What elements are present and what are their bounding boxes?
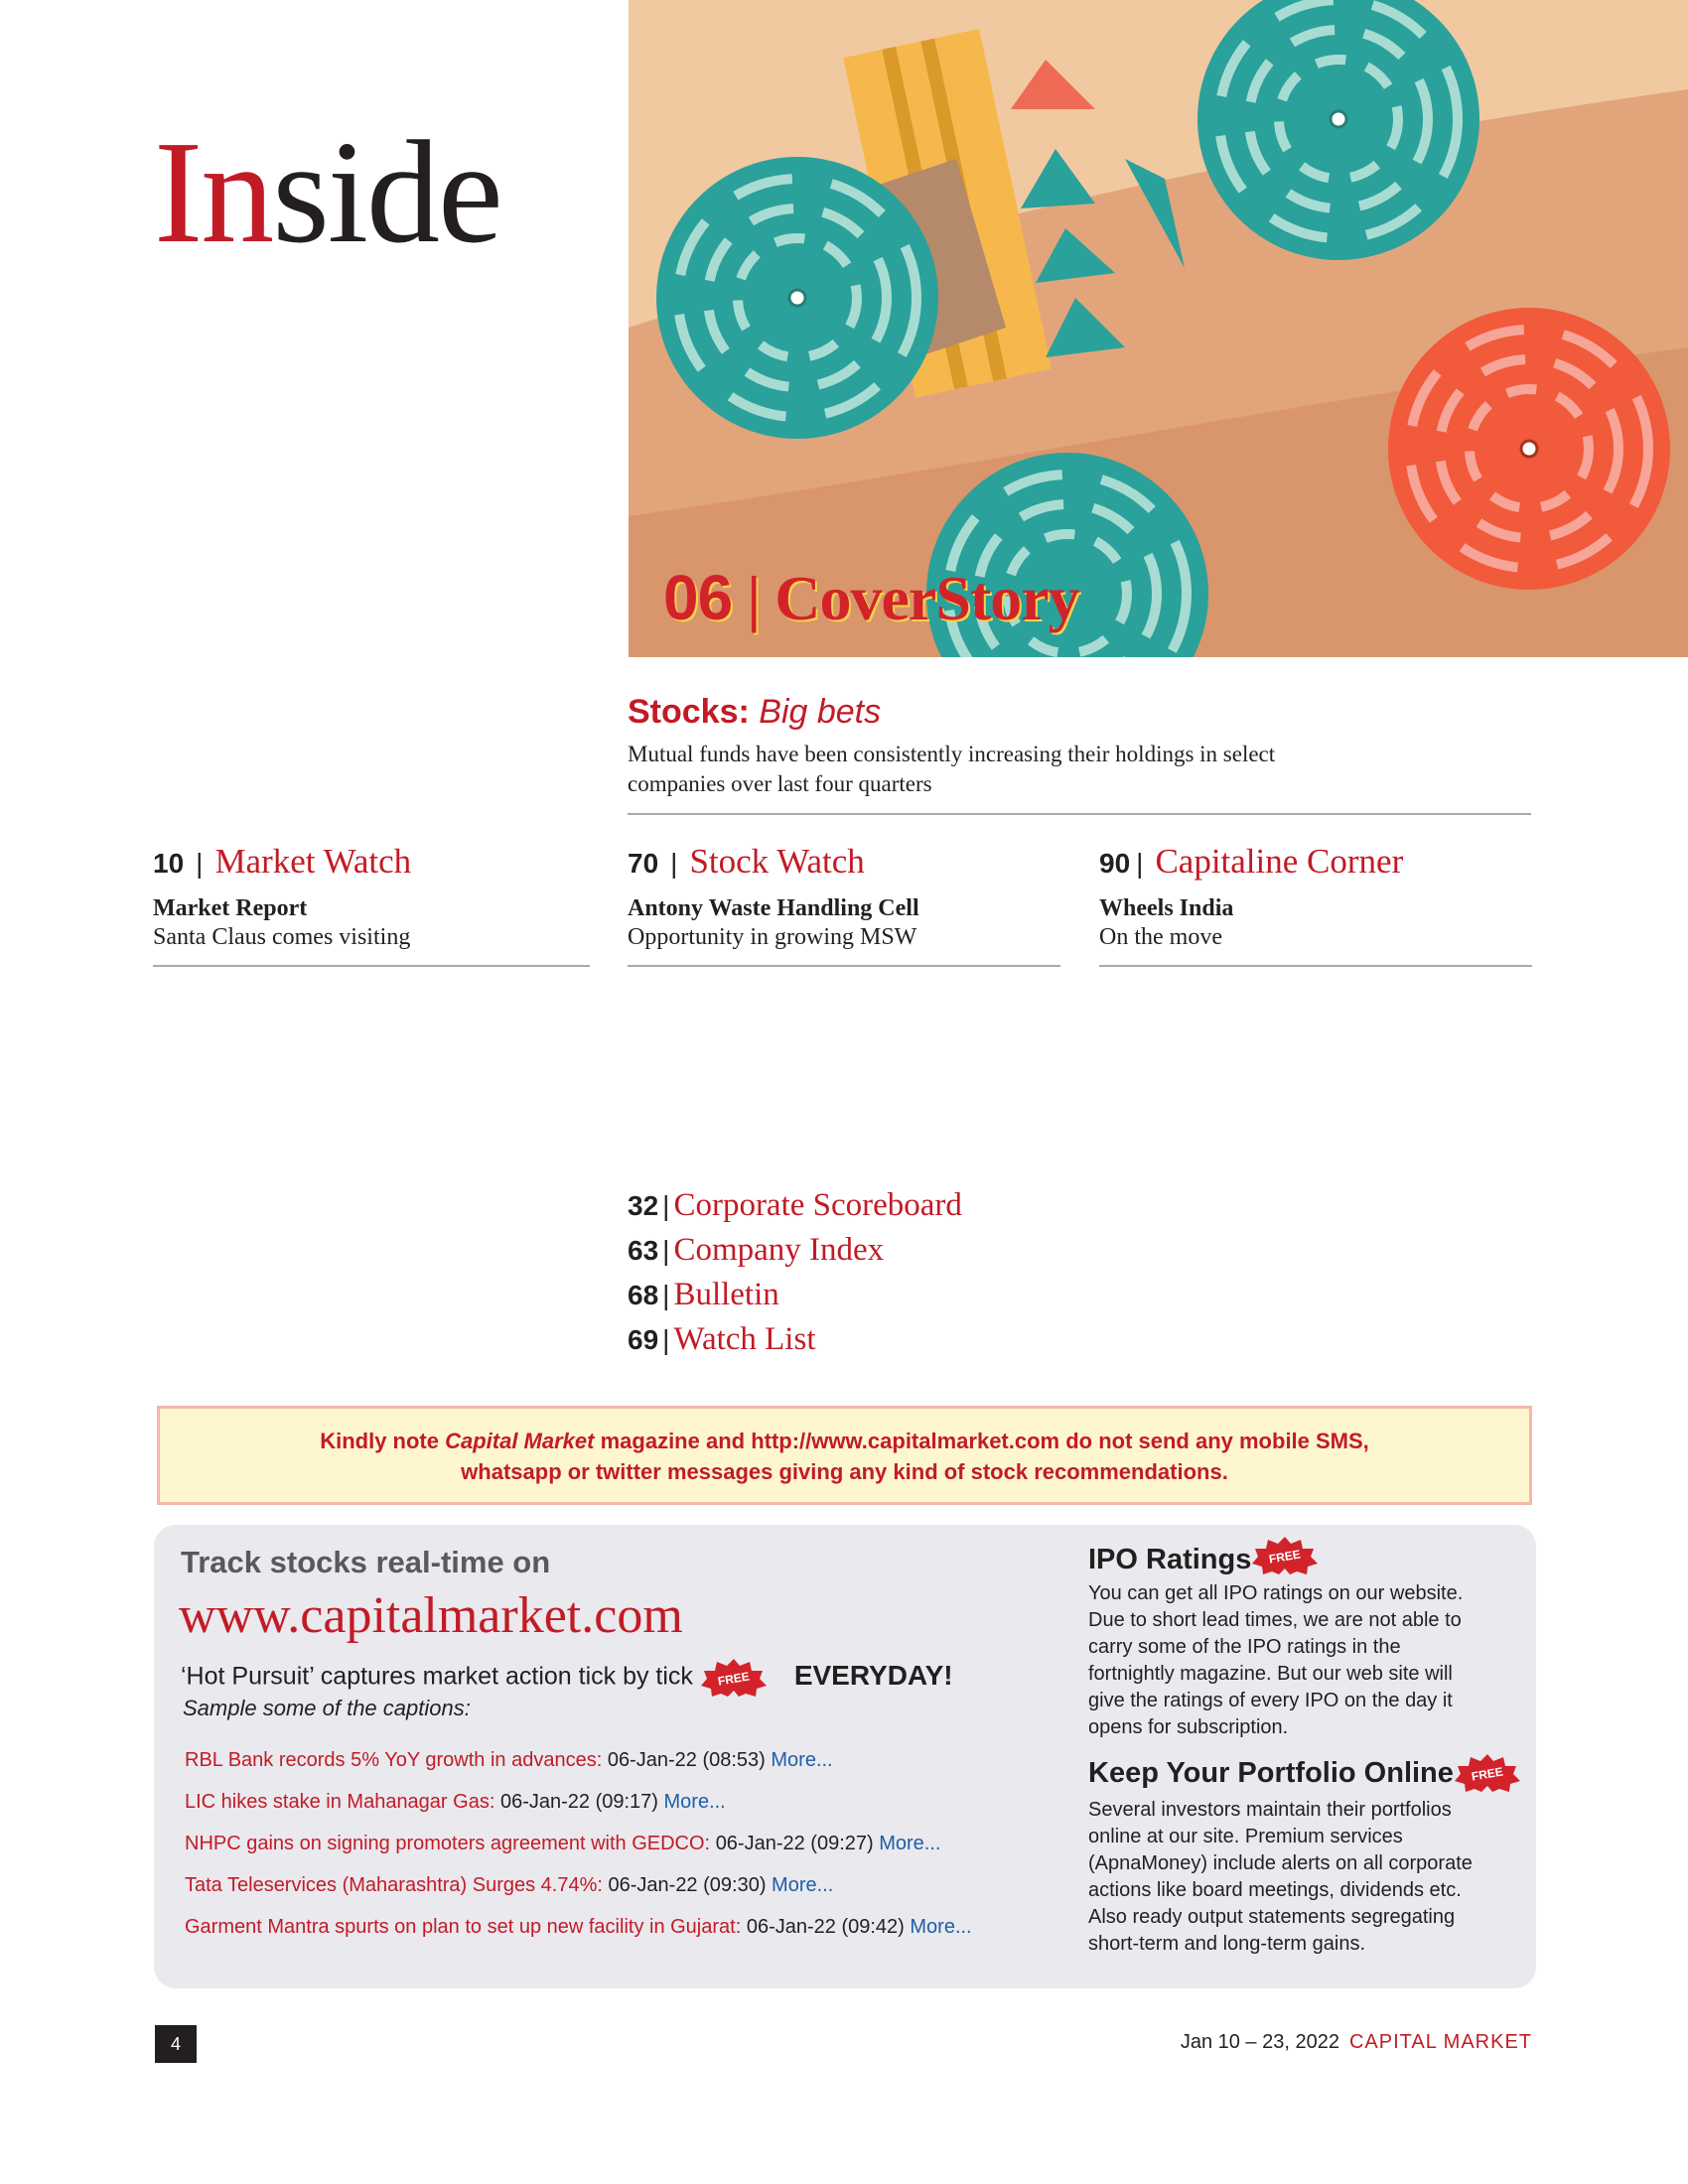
- lead-kicker: Stocks:: [628, 693, 750, 731]
- separator: |: [662, 1280, 670, 1310]
- news-headline: Tata Teleservices (Maharashtra) Surges 4.74%:: [185, 1874, 603, 1896]
- section-heading: [153, 842, 590, 882]
- more-link[interactable]: More...: [910, 1916, 972, 1938]
- divider: [1099, 965, 1532, 967]
- more-link[interactable]: More...: [879, 1833, 941, 1854]
- cover-story-title: CoverStory: [774, 563, 1079, 633]
- free-badge-label: FREE: [1470, 1764, 1504, 1784]
- more-link[interactable]: More...: [771, 1749, 833, 1771]
- ipo-heading: [1088, 1544, 1485, 1576]
- page-number: 90: [1099, 848, 1131, 879]
- index-title: Bulletin: [673, 1277, 779, 1312]
- section-stock-watch[interactable]: [628, 842, 1064, 967]
- separator: |: [662, 1190, 670, 1221]
- portfolio-box: [1088, 1757, 1521, 1958]
- index-item-corporate-scoreboard[interactable]: [628, 1183, 962, 1228]
- index-title: Corporate Scoreboard: [673, 1187, 962, 1223]
- contents-index: [628, 1183, 962, 1362]
- news-date: 06-Jan-22 (09:17): [499, 1791, 658, 1813]
- separator: |: [670, 848, 678, 879]
- news-item[interactable]: [185, 1829, 972, 1870]
- issue-date: Jan 10 – 23, 2022: [1180, 2031, 1339, 2053]
- section-title: Capitaline Corner: [1155, 842, 1404, 881]
- sms-warning-notice: [157, 1406, 1532, 1505]
- news-date: 06-Jan-22 (09:27): [715, 1833, 874, 1854]
- more-link[interactable]: More...: [663, 1791, 726, 1813]
- free-badge-icon: [1251, 1536, 1319, 1575]
- cover-story-separator: |: [747, 563, 761, 633]
- section-text: Santa Claus comes visiting: [153, 924, 411, 950]
- portfolio-title: Keep Your Portfolio Online: [1088, 1757, 1454, 1789]
- news-headline: RBL Bank records 5% YoY growth in advances:: [185, 1749, 603, 1771]
- separator: |: [662, 1324, 670, 1355]
- section-title: Market Watch: [214, 842, 412, 881]
- news-date: 06-Jan-22 (09:30): [608, 1874, 767, 1896]
- umbrella-red: [1388, 308, 1670, 590]
- page-number: 68: [628, 1280, 659, 1310]
- lead-summary: Mutual funds have been consistently increasing their holdings in select companies over last four quarters: [628, 742, 1276, 796]
- ipo-ratings-box: [1088, 1544, 1485, 1741]
- free-badge-icon: [1454, 1753, 1521, 1793]
- news-item[interactable]: [185, 1745, 972, 1787]
- index-item-watch-list[interactable]: [628, 1317, 962, 1362]
- news-list: [185, 1745, 972, 1954]
- promo-heading: Track stocks real-time on: [181, 1545, 551, 1579]
- news-date: 06-Jan-22 (09:42): [746, 1916, 905, 1938]
- website-link[interactable]: www.capitalmarket.com: [179, 1587, 683, 1644]
- notice-pre: Kindly note: [320, 1429, 446, 1453]
- page-title: [154, 111, 501, 274]
- page-number: 70: [628, 848, 659, 879]
- lead-headline: [628, 693, 1531, 732]
- free-badge-label: FREE: [716, 1669, 751, 1689]
- page-number: 32: [628, 1190, 659, 1221]
- page-number: 63: [628, 1235, 659, 1266]
- index-title: Watch List: [673, 1321, 816, 1357]
- page-number: 69: [628, 1324, 659, 1355]
- news-date: 06-Jan-22 (08:53): [607, 1749, 766, 1771]
- section-heading: [628, 842, 1064, 882]
- free-badge-icon: [700, 1658, 768, 1698]
- separator: |: [1136, 848, 1144, 879]
- notice-line-2: whatsapp or twitter messages giving any kind of stock recommendations.: [461, 1459, 1228, 1484]
- hot-pursuit-text: ‘Hot Pursuit’ captures market action tick by tick: [181, 1662, 693, 1691]
- portfolio-heading: [1088, 1757, 1521, 1793]
- index-item-company-index[interactable]: [628, 1228, 962, 1273]
- section-text: On the move: [1099, 924, 1222, 950]
- hot-pursuit-line: [181, 1658, 953, 1698]
- free-badge-label: FREE: [1268, 1547, 1303, 1567]
- separator: |: [196, 848, 204, 879]
- news-headline: NHPC gains on signing promoters agreement with GEDCO:: [185, 1833, 711, 1854]
- footer: [1181, 2031, 1532, 2054]
- page-number-badge: 4: [155, 2025, 197, 2063]
- more-link[interactable]: More...: [772, 1874, 834, 1896]
- ipo-text: You can get all IPO ratings on our website. Due to short lead times, we are not able to carry some of the IPO ratings in the fortnightly magazine. But our web site will give the ratings of every IPO on the day it opens for subscription.: [1088, 1582, 1464, 1738]
- everyday-label: EVERYDAY!: [793, 1659, 953, 1691]
- section-subtitle: Market Report: [153, 895, 308, 921]
- news-headline: Garment Mantra spurts on plan to set up new facility in Gujarat:: [185, 1916, 742, 1938]
- news-item[interactable]: [185, 1787, 972, 1829]
- page-number: 10: [153, 848, 185, 879]
- beach-umbrellas-image: [629, 0, 1688, 657]
- section-subtitle: Antony Waste Handling Cell: [628, 895, 919, 921]
- cover-story-label[interactable]: [663, 561, 1079, 635]
- divider: [628, 965, 1060, 967]
- cover-illustration: [629, 0, 1688, 657]
- notice-line-1: [160, 1426, 1529, 1456]
- magazine-name: CAPITAL MARKET: [1348, 2031, 1532, 2053]
- portfolio-text: Several investors maintain their portfolios online at our site. Premium services (ApnaMoney) include alerts on all corporate actions like board meetings, dividends etc. Also ready output statements segregating short-term and long-term gains.: [1088, 1799, 1473, 1955]
- separator: |: [662, 1235, 670, 1266]
- page-title-dark: side: [272, 111, 501, 274]
- divider: [628, 813, 1531, 815]
- cover-story-number: 06: [663, 562, 733, 633]
- section-heading: [1099, 842, 1536, 882]
- section-market-watch[interactable]: [153, 842, 590, 967]
- section-capitaline-corner[interactable]: [1099, 842, 1536, 967]
- notice-magazine: Capital Market: [445, 1429, 595, 1453]
- umbrella-teal-left: [656, 157, 938, 439]
- news-headline: LIC hikes stake in Mahanagar Gas:: [185, 1791, 495, 1813]
- index-item-bulletin[interactable]: [628, 1273, 962, 1317]
- lead-story[interactable]: [628, 693, 1531, 815]
- lead-title: Big bets: [759, 693, 882, 731]
- divider: [153, 965, 590, 967]
- sample-caption: Sample some of the captions:: [183, 1696, 471, 1720]
- section-text: Opportunity in growing MSW: [628, 924, 917, 950]
- notice-rest: magazine and http://www.capitalmarket.com do not send any mobile SMS,: [594, 1429, 1369, 1453]
- index-title: Company Index: [673, 1232, 885, 1268]
- ipo-title: IPO Ratings: [1088, 1544, 1252, 1575]
- section-title: Stock Watch: [689, 842, 865, 881]
- news-item[interactable]: [185, 1870, 972, 1912]
- section-subtitle: Wheels India: [1099, 895, 1234, 921]
- page-title-red: In: [154, 111, 273, 274]
- news-item[interactable]: [185, 1912, 972, 1954]
